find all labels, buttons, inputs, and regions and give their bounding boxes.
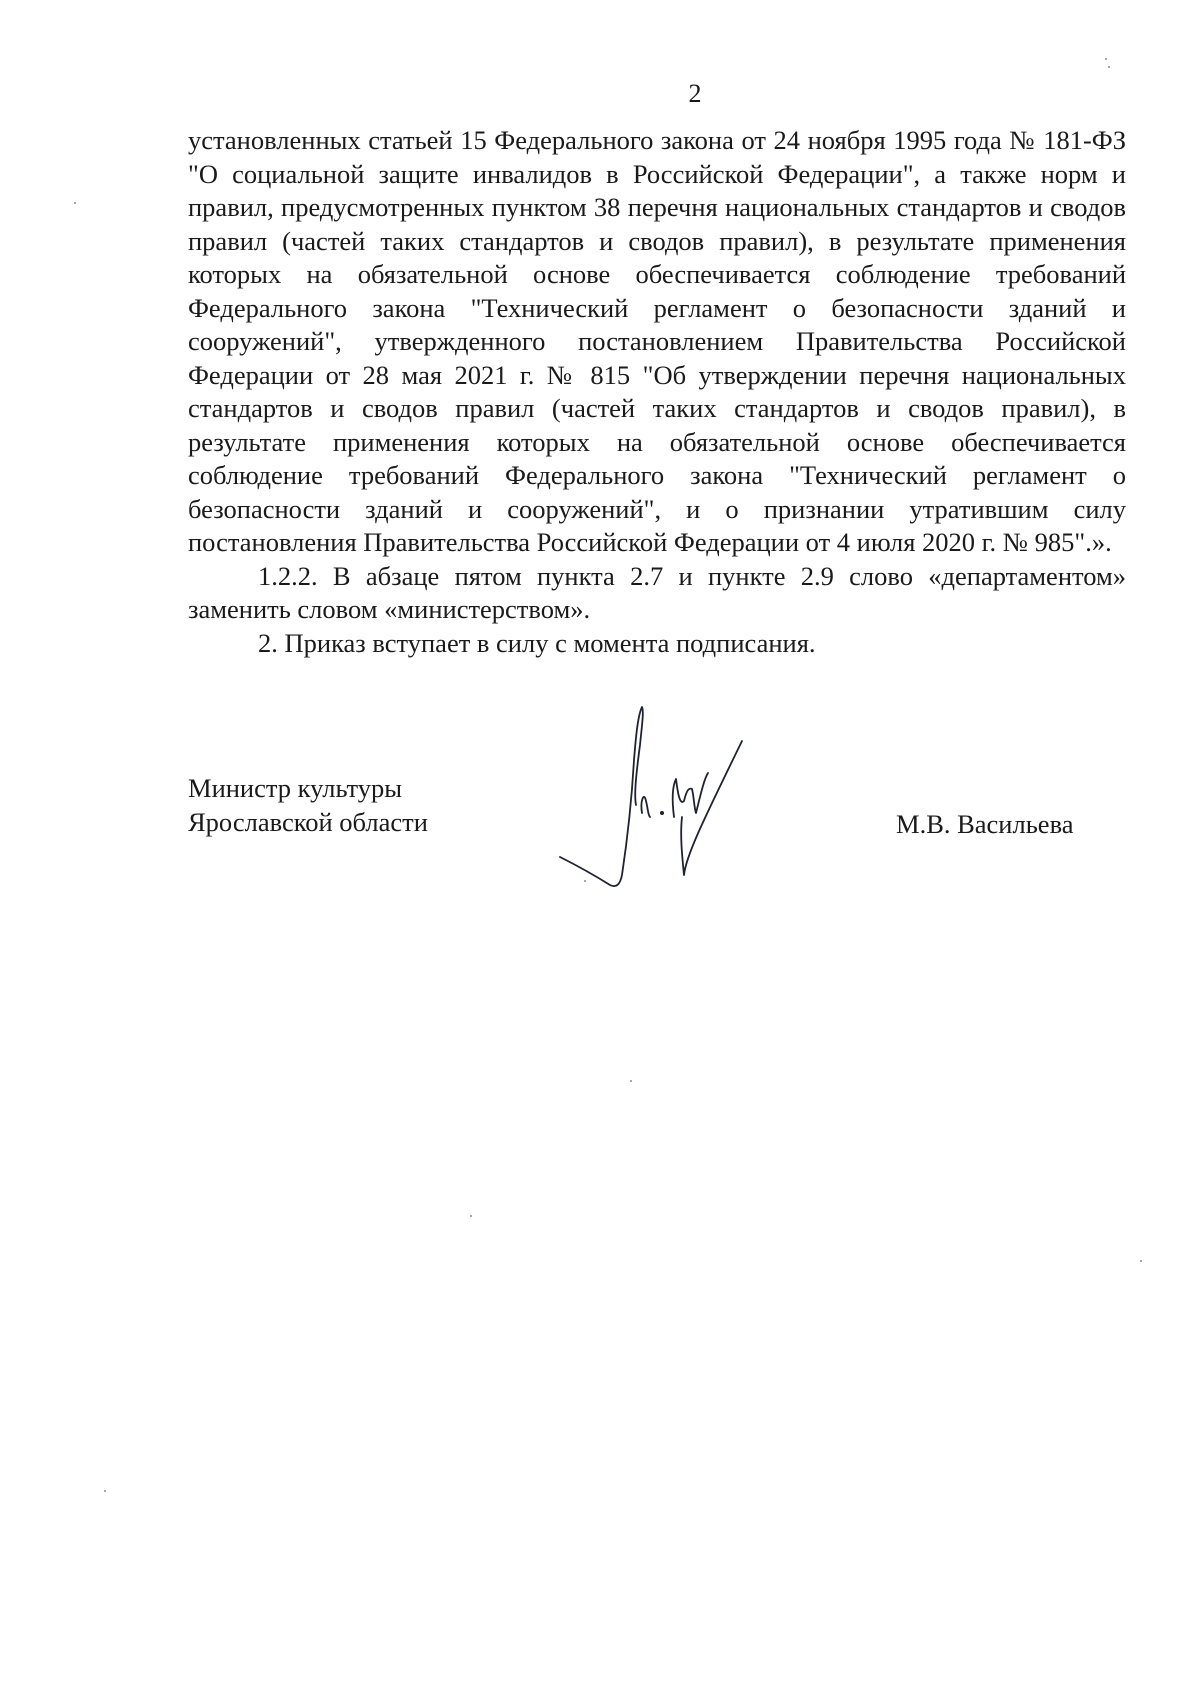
- handwritten-signature: [556, 705, 786, 905]
- scan-speck: [1140, 1260, 1142, 1262]
- signature-stroke-letter: [641, 797, 650, 817]
- paragraph-continuation: установленных статьей 15 Федерального закона от 24 ноября 1995 года № 181-ФЗ "О социальной защите инвалидов в Российской Федерации", а также норм и правил, предусмотренных пунктом 38 перечня национальных стандартов и сводов правил (частей таких стандартов и сводов правил), в результате применения которых на обязательной основе обеспечивается соблюдение требований Федерального закона "Технический регламент о безопасности зданий и сооружений", утвержденного постановлением Правительства Российской Федерации от 28 мая 2021 г. № 815 "Об утверждении перечня национальных стандартов и сводов правил (частей таких стандартов и сводов правил), в результате применения которых на обязательной основе обеспечивается соблюдение требований Федерального закона "Технический регламент о безопасности зданий и сооружений", и о признании утратившим силу постановления Правительства Российской Федерации от 4 июля 2020 г. № 985".».: [188, 125, 1126, 557]
- paragraph-clause-2: 2. Приказ вступает в силу с момента подписания.: [258, 627, 816, 658]
- signature-stroke-tail: [681, 741, 742, 875]
- signature-dot: [660, 811, 664, 815]
- scan-speck: [584, 880, 586, 882]
- scan-speck: [1108, 66, 1110, 68]
- signatory-name: М.В. Васильева: [896, 809, 1074, 839]
- scan-speck: [1105, 58, 1107, 60]
- signatory-position-line-1: Министр культуры: [188, 773, 403, 803]
- signature-stroke-main: [560, 707, 643, 886]
- signature-stroke-curve: [673, 773, 708, 817]
- signatory-position-line-2: Ярославской области: [188, 806, 428, 837]
- scan-speck: [74, 202, 76, 204]
- document-body: [188, 124, 1126, 660]
- scan-speck: [104, 1490, 106, 1492]
- paragraph-clause-1-2-2: 1.2.2. В абзаце пятом пункта 2.7 и пункте 2.9 слово «департаментом» заменить словом «министерством».: [188, 560, 1126, 624]
- signatory-position: [188, 772, 428, 839]
- scan-speck: [630, 1080, 632, 1082]
- page-number: 2: [688, 79, 702, 108]
- scan-speck: [470, 1215, 472, 1217]
